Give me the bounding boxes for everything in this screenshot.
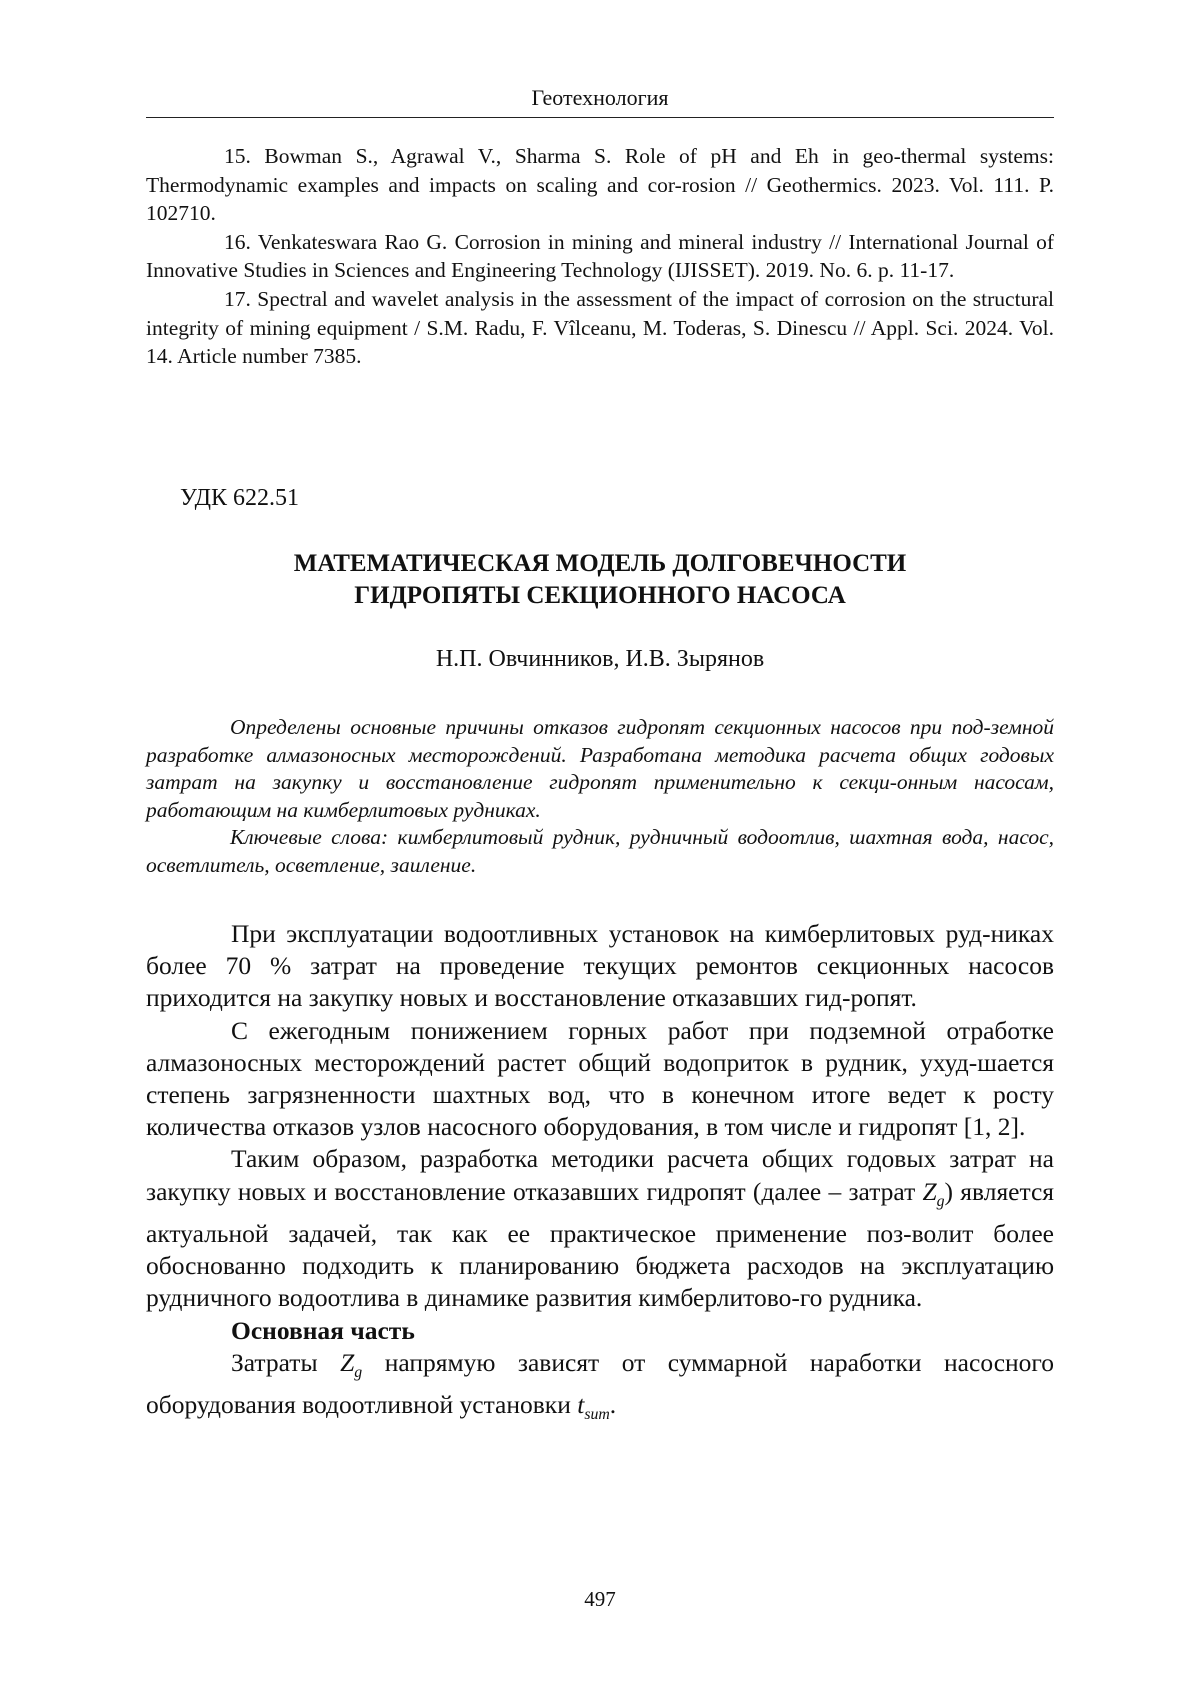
udc-code: УДК 622.51: [180, 485, 299, 511]
abstract: [146, 714, 1054, 880]
body-paragraph: При эксплуатации водоотливных установок на кимберлитовых руд-никах более 70 % затрат на проведение текущих ремонтов секционных насосов приходится на закупку новых и восстановление отказавших гид-ропят.: [146, 919, 1054, 1013]
reference-item: 17. Spectral and wavelet analysis in the assessment of the impact of corrosion on the structural integrity of mining equipment / S.M. Radu, F. Vîlceanu, M. Toderas, S. Dinescu // Appl. Sci. 2024. Vol. 14. Article number 7385.: [146, 286, 1054, 369]
header-rule: [146, 117, 1054, 118]
variable-z-g: $Z_g$: [340, 1347, 363, 1381]
paragraph-text: ) является актуальной задачей, так как ее практическое применение поз-волит более обоснованно подходить к планированию бюджета расходов на эксплуатацию рудничного водоотлива в динамике развития кимберлитово-го рудника.: [146, 1176, 1054, 1313]
section-heading: Основная часть: [231, 1315, 415, 1345]
paragraph-text: Затраты: [231, 1347, 341, 1377]
body-paragraph: С ежегодным понижением горных работ при подземной отработке алмазоносных месторождений растет общий водоприток в рудник, ухуд-шается степень загрязненности шахтных вод, что в конечном итоге ведет к росту количества отказов узлов насосного оборудования, в том числе и гидропят [1, 2].: [146, 1015, 1054, 1142]
paragraph-text: .: [609, 1390, 617, 1420]
paragraph-text: Таким образом, разработка методики расчета общих годовых затрат на закупку новых и восстановление отказавших гидропят (далее – затрат: [146, 1144, 1054, 1206]
article-title-line: ГИДРОПЯТЫ СЕКЦИОННОГО НАСОСА: [354, 582, 846, 609]
body-paragraph: [146, 1347, 1054, 1432]
keywords: Ключевые слова: кимберлитовый рудник, рудничный водоотлив, шахтная вода, насос, осветлитель, осветление, заиление.: [146, 825, 1054, 877]
variable-z-g: $Z_g$: [922, 1176, 945, 1210]
article-title-line: МАТЕМАТИЧЕСКАЯ МОДЕЛЬ ДОЛГОВЕЧНОСТИ: [293, 550, 907, 577]
variable-t-sum: $t_{sum}$: [577, 1390, 610, 1424]
reference-item: 16. Venkateswara Rao G. Corrosion in mining and mineral industry // International Journal of Innovative Studies in Sciences and Engineering Technology (IJISSET). 2019. No. 6. p. 11-17.: [146, 229, 1054, 283]
reference-item: 15. Bowman S., Agrawal V., Sharma S. Role of pH and Eh in geo-thermal systems: Thermodynamic examples and impacts on scaling and cor-rosion // Geothermics. 2023. Vol. 111. P. 102710.: [146, 144, 1054, 226]
authors: Н.П. Овчинников, И.В. Зырянов: [435, 646, 765, 672]
body-paragraph: [146, 1143, 1054, 1314]
abstract-text: Определены основные причины отказов гидропят секционных насосов при под-земной разработке алмазоносных месторождений. Разработана методика расчета общих годовых затрат на закупку и восстановление гидропят применительно к секци-онным насосам, работающим на кимберлитовых рудниках.: [146, 715, 1054, 822]
article-body: [146, 918, 1054, 1431]
running-head: Геотехнология: [531, 85, 669, 110]
paragraph-text: напрямую зависят от суммарной наработки насосного оборудования водоотливной установки: [146, 1347, 1054, 1420]
article-title: [146, 548, 1054, 612]
reference-list: [146, 142, 1054, 371]
page-number: 497: [584, 1587, 616, 1611]
